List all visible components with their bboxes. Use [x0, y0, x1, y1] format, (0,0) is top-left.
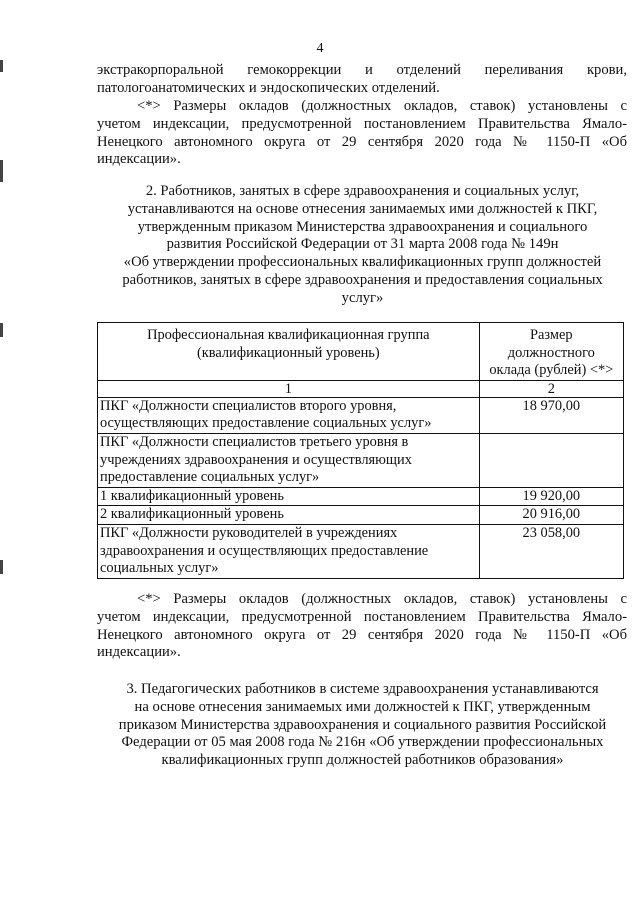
scan-edge-mark	[0, 160, 3, 182]
table-row	[98, 506, 624, 525]
row-salary: 20 916,00	[479, 506, 623, 525]
heading-line: на основе отнесения занимаемых ими должностей к ПКГ, утвержденным	[134, 698, 591, 715]
footnote-indexation-2	[97, 591, 627, 662]
top-paragraph	[97, 62, 627, 98]
scan-edge-mark	[0, 323, 3, 337]
row-group-name	[98, 397, 480, 433]
heading-line: квалификационных групп должностей работников образования»	[161, 752, 564, 769]
row-salary: 18 970,00	[479, 397, 623, 433]
row-group-name	[98, 487, 480, 506]
scan-edge-mark	[0, 60, 3, 72]
heading-line: 2. Работников, занятых в сфере здравоохранения и социальных услуг,	[145, 183, 580, 199]
table-row	[98, 487, 624, 506]
section-2-heading	[90, 183, 635, 308]
heading-line: услуг»	[341, 289, 384, 306]
footnote-line: индексации».	[97, 644, 181, 661]
paragraph-line: патологоанатомических и эндоскопических отделений.	[97, 79, 440, 96]
section-3-heading	[90, 681, 635, 770]
cell-line: предоставление социальных услуг»	[100, 469, 320, 486]
table-column-numbers-row	[98, 380, 624, 397]
cell-line: социальных услуг»	[100, 560, 219, 577]
header-line: Профессиональная квалификационная группа	[147, 327, 430, 343]
footnote-line: <*> Размеры окладов (должностных окладов, ставок) установлены с	[137, 591, 627, 607]
footnote-line: индексации».	[97, 151, 181, 168]
cell-line: осуществляющих предоставление социальных услуг»	[100, 415, 432, 432]
row-salary	[479, 433, 623, 487]
heading-line: развития Российской Федерации от 31 марта 2008 года № 149н	[166, 236, 559, 253]
footnote-line: Ненецкого автономного округа от 29 сентября 2020 года № 1150-П «Об	[97, 133, 627, 150]
cell-line: ПКГ «Должности руководителей в учреждениях	[100, 524, 398, 541]
column-number: 2	[479, 380, 623, 397]
salary-table	[97, 322, 624, 579]
row-group-name	[98, 506, 480, 525]
paragraph-line: экстракорпоральной гемокоррекции и отделений переливания крови,	[97, 62, 627, 78]
footnote-line: учетом индексации, предусмотренной постановлением Правительства Ямало-	[97, 608, 627, 625]
heading-line: «Об утверждении профессиональных квалификационных групп должностей	[123, 254, 602, 271]
table-row	[98, 397, 624, 433]
cell-line: ПКГ «Должности специалистов третьего уровня в	[100, 433, 409, 450]
table-header-row	[98, 323, 624, 381]
heading-line: утвержденным приказом Министерства здравоохранения и социального	[137, 218, 588, 235]
header-line: оклада (рублей) <*>	[489, 362, 614, 379]
heading-line: 3. Педагогических работников в системе здравоохранения устанавливаются	[126, 681, 599, 697]
table-row	[98, 524, 624, 578]
footnote-line: <*> Размеры окладов (должностных окладов, ставок) установлены с	[137, 98, 627, 114]
row-group-name	[98, 524, 480, 578]
header-line: Размер	[530, 327, 573, 343]
row-group-name	[98, 433, 480, 487]
header-line: (квалификационный уровень)	[196, 344, 380, 361]
footnote-line: учетом индексации, предусмотренной постановлением Правительства Ямало-	[97, 115, 627, 132]
column-number: 1	[98, 380, 480, 397]
footnote-indexation-1	[97, 98, 627, 169]
page-number: 4	[316, 41, 324, 56]
row-salary: 23 058,00	[479, 524, 623, 578]
heading-line: работников, занятых в сфере здравоохранения и предоставления социальных	[122, 271, 603, 288]
footnote-line: Ненецкого автономного округа от 29 сентября 2020 года № 1150-П «Об	[97, 626, 627, 643]
cell-line: здравоохранения и осуществляющих предоставление	[100, 542, 429, 559]
heading-line: устанавливаются на основе отнесения занимаемых ими должностей к ПКГ,	[127, 200, 598, 217]
heading-line: приказом Министерства здравоохранения и социального развития Российской	[118, 716, 607, 733]
cell-line: 2 квалификационный уровень	[100, 506, 284, 523]
scan-edge-mark	[0, 560, 3, 574]
cell-line: ПКГ «Должности специалистов второго уровня,	[100, 397, 397, 414]
header-salary	[479, 323, 623, 381]
heading-line: Федерации от 05 мая 2008 года № 216н «Об утверждении профессиональных	[121, 734, 604, 751]
header-qualification-group	[98, 323, 480, 381]
header-line: должностного	[507, 344, 595, 361]
cell-line: 1 квалификационный уровень	[100, 487, 284, 504]
row-salary: 19 920,00	[479, 487, 623, 506]
table-row	[98, 433, 624, 487]
cell-line: учреждениях здравоохранения и осуществляющих	[100, 451, 412, 468]
